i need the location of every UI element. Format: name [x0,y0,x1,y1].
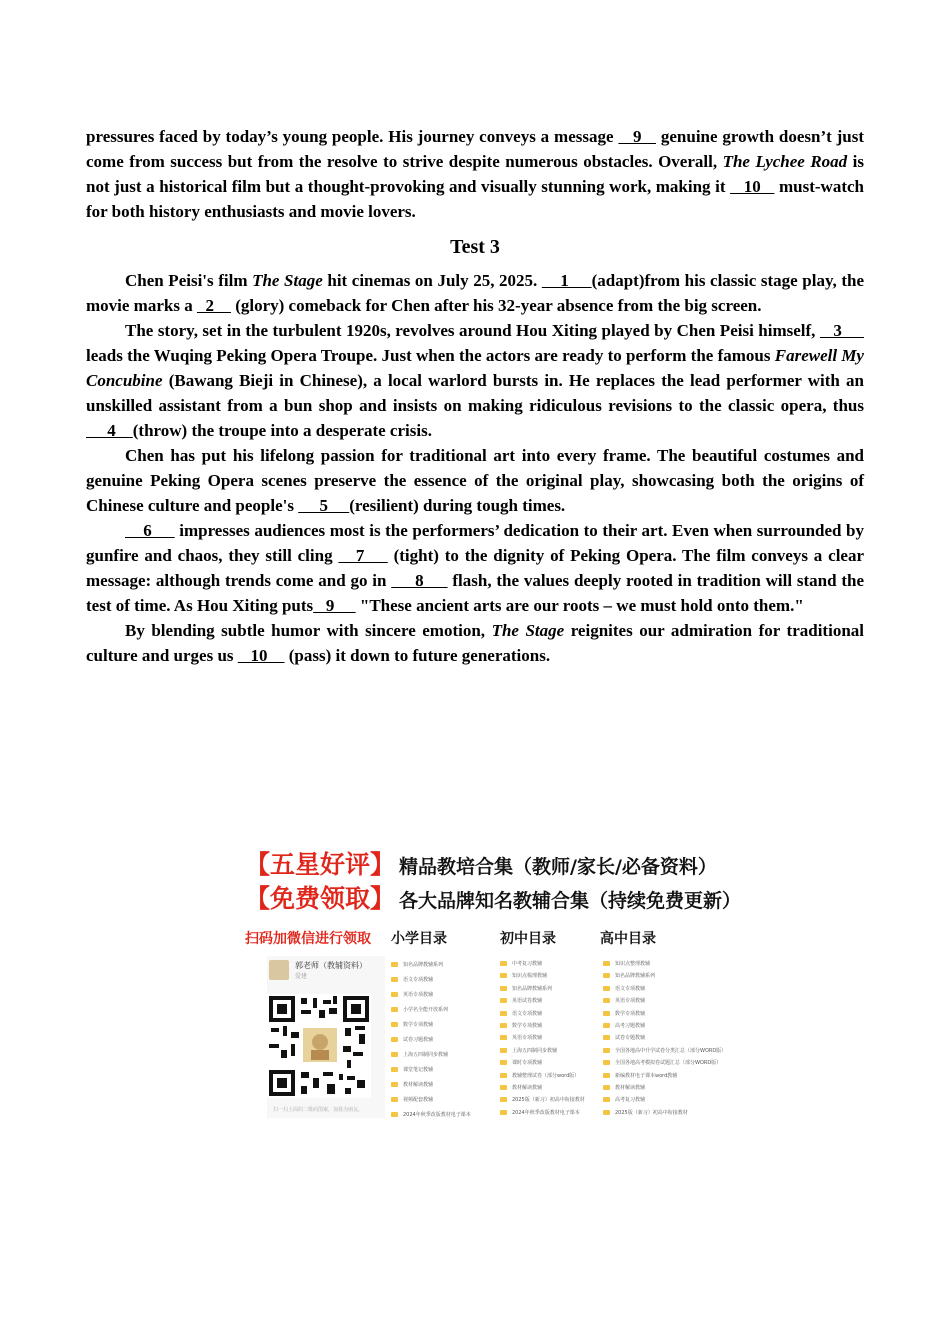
text-segment: By blending subtle humor with sincere emotion, [125,621,492,640]
text-segment: genuine growth doesn’t just come from success but from the resolve to strive despite numerous obstacles. Overall, [86,127,865,171]
promo-line-1 [245,848,717,882]
text-segment: (resilient) during tough times. [349,496,566,515]
folder-item: 试卷习题教辅 [391,1033,471,1048]
folder-item: 语文专项教辅 [500,1008,585,1020]
promo-text: 精品教培合集（教师/家长/必备资料） [399,856,717,878]
text-segment: pressures faced by today’s young people. His journey conveys a message [86,127,619,146]
folder-item: 新编教材电子课本word教辅 [603,1070,726,1082]
folder-item: 数学专项教辅 [500,1020,585,1032]
blank-2: 2 [196,296,231,315]
folder-item: 知名品牌教辅系列 [391,958,471,973]
folder-item: 高考习题教辅 [603,1020,726,1032]
primary-catalog-heading: 小学目录 [391,931,447,947]
primary-catalog-list [391,958,471,1123]
folder-item: 知名品牌教辅系列 [500,983,585,995]
folder-item: 教材解读教辅 [603,1082,726,1094]
text-segment: Chen Peisi's film [125,271,253,290]
blank-8: 8 [391,571,448,590]
blank-4: 4 [86,421,133,440]
folder-item: 2024年秋季改版教材电子课本 [500,1107,585,1119]
senior-catalog-list [603,958,726,1119]
folder-item: 2025版（新习）初高中衔接教材 [500,1094,585,1106]
blank-3: 3 [819,321,865,340]
folder-item: 教材解读教辅 [391,1078,471,1093]
avatar [269,960,289,980]
folder-item: 语文专项教辅 [391,973,471,988]
play-title: Farewell My Concubine [86,346,864,390]
blank-10: 10 [237,646,285,665]
folder-item: 2025版（新习）初高中衔接教材 [603,1107,726,1119]
blank-9: 9 [618,127,657,146]
folder-item: 上海五四制同步教辅 [500,1045,585,1057]
folder-item: 语文专项教辅 [603,983,726,995]
folder-item: 试卷专题教辅 [603,1032,726,1044]
text-segment: (Bawang Bieji in Chinese), a local warlord bursts in. He replaces the lead performer with an unskilled assistant from a bun shop and insists on making ridiculous revisions to the classic opera, thus [86,371,864,415]
text-segment: (throw) the troupe into a desperate crisis. [132,421,432,440]
text-segment: hit cinemas on July 25, 2025. [322,271,542,290]
text-segment: must-watch for both history enthusiasts and movie lovers. [86,177,864,221]
test3-paragraph-1 [86,268,864,318]
text-segment: impresses audiences most is the performers’ dedication to their art. Even when surrounded by gunfire and chaos, they still cling [86,521,865,565]
text-segment: is not just a historical film but a thought-provoking and visually stunning work, making it [86,152,864,196]
document-body [86,124,864,668]
folder-item: 英语专项教辅 [391,988,471,1003]
qr-code-icon[interactable] [267,994,371,1098]
contact-name: 郭老师（教辅资料） [295,961,367,970]
folder-item: 课时专项教辅 [500,1057,585,1069]
folder-item: 小学名全能开放系列 [391,1003,471,1018]
blank-5: 5 [298,496,350,515]
folder-item: 教材解读教辅 [500,1082,585,1094]
text-segment: The story, set in the turbulent 1920s, revolves around Hou Xiting played by Chen Peisi himself, [125,321,820,340]
test3-paragraph-3 [86,443,864,518]
blank-10: 10 [730,177,775,196]
text-segment: (tight) to the dignity of Peking Opera. The film conveys a clear message: although trends come and go in [86,546,865,590]
folder-item: 高考复习教辅 [603,1094,726,1106]
senior-catalog-heading: 高中目录 [600,931,656,947]
text-segment: Chen has put his lifelong passion for traditional art into every frame. The beautiful costumes and genuine Peking Opera scenes preserve the essence of the original play, showcasing both the origins of Chinese culture and people's [86,446,864,515]
text-segment: (pass) it down to future generations. [284,646,551,665]
test3-paragraph-4 [86,518,864,618]
folder-item: 教辅整理试卷（部分word版） [500,1070,585,1082]
contact-region: 爱建 [295,973,308,980]
test3-paragraph-2 [86,318,864,443]
promo-tag: 【免费领取】 [245,884,396,913]
text-segment: leads the Wuqing Peking Opera Troupe. Just when the actors are ready to perform the famous [86,346,775,365]
blank-7: 7 [338,546,388,565]
film-title: The Lychee Road [722,152,848,171]
text-segment: reignites our admiration for traditional culture and urges us [86,621,864,665]
blank-6: 6 [125,521,175,540]
folder-item: 中考复习教辅 [500,958,585,970]
scan-label: 扫码加微信进行领取 [245,931,371,947]
folder-item: 视频配套教辅 [391,1093,471,1108]
film-title: The Stage [252,271,323,290]
folder-item: 数学专项教辅 [603,1008,726,1020]
folder-item: 全国各地高中升学试卷分类汇总（部分WORD版） [603,1045,726,1057]
folder-item: 2024年秋季改版教材电子课本 [391,1108,471,1123]
test-3-title: Test 3 [450,236,500,258]
folder-item: 课堂笔记教辅 [391,1063,471,1078]
test3-paragraph-5 [86,618,864,668]
folder-item: 英语专项教辅 [603,995,726,1007]
wechat-contact-card [267,956,385,1118]
previous-test-paragraph [86,124,864,224]
junior-catalog-list [500,958,585,1119]
folder-item: 知识点整理教辅 [603,958,726,970]
folder-item: 知识点梳理教辅 [500,970,585,982]
folder-item: 知名品牌教辅系列 [603,970,726,982]
folder-item: 数学专项教辅 [391,1018,471,1033]
folder-item: 英语专项教辅 [500,1032,585,1044]
folder-item: 上海五四制同步教辅 [391,1048,471,1063]
promo-banner [245,848,742,1118]
text-segment: "These ancient arts are our roots – we must hold onto them." [355,596,804,615]
promo-text: 各大品牌知名教辅合集（持续免费更新） [399,890,742,912]
promo-tag: 【五星好评】 [245,850,396,879]
blank-9: 9 [313,596,356,615]
folder-item: 英语试卷教辅 [500,995,585,1007]
blank-1: 1 [541,271,592,290]
text-segment: (glory) comeback for Chen after his 32-year absence from the big screen. [230,296,762,315]
junior-catalog-heading: 初中目录 [500,931,556,947]
promo-catalog [245,928,727,1118]
text-segment: flash, the values deeply rooted in tradition will stand the test of time. As Hou Xiting puts [86,571,865,615]
film-title: The Stage [491,621,565,640]
text-segment: (adapt)from his classic stage play, the movie marks a [86,271,865,315]
folder-item: 全国各地高考模拟卷试题汇总（部分WORD版） [603,1057,726,1069]
qr-note: 扫一扫上面的二维码图案，加我为朋友。 [273,1107,364,1113]
promo-line-2 [245,882,742,916]
